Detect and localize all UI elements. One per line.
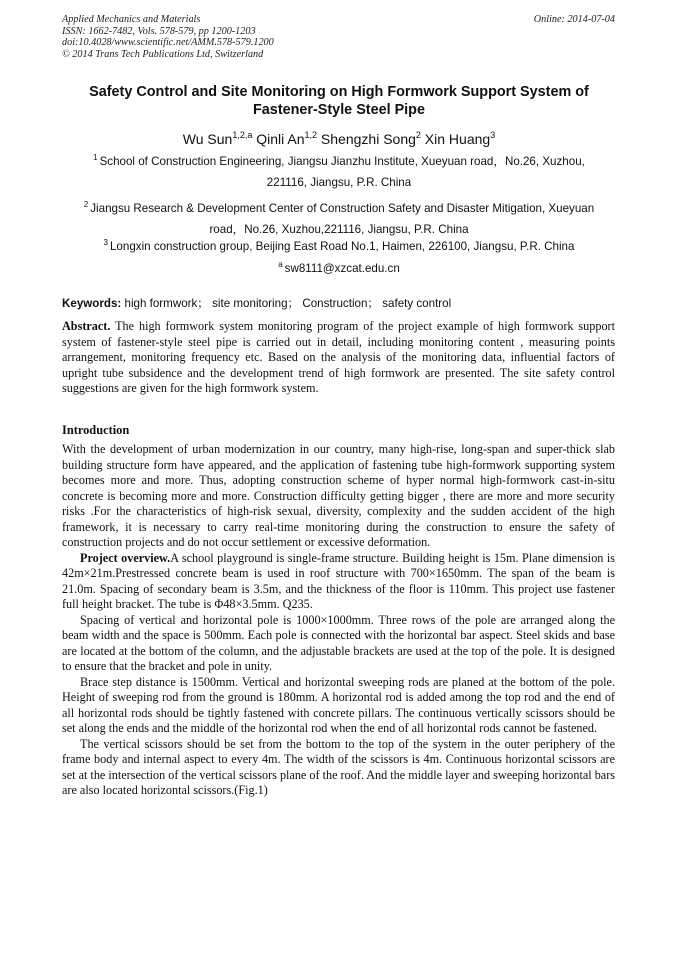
author-name: Xin Huang [424,131,491,147]
affiliation-line: School of Construction Engineering, Jiangsu Jianzhu Institute, Xueyuan road，No.26, Xuzhou, [99,155,585,168]
introduction-body [62,442,615,799]
author-sup: 2 [415,130,421,140]
paragraph: Spacing of vertical and horizontal pole is 1000×1000mm. Three rows of the pole are arranged along the beam width and the space is 500mm. Each pole is connected with the horizontal bar aspect. Steel skids and base are located at the bottom of the column, and the adjustable brackets are used at the top of the pole. It is designed to ensure that the bracket and pole in unity. [62,612,615,673]
abstract [62,319,615,397]
author-sup: 1,2 [304,130,318,140]
affiliation-line: 221116, Jiangsu, P.R. China [266,176,412,189]
paper-title: Safety Control and Site Monitoring on High Formwork Support System of Fastener-Style Steel Pipe [89,84,589,118]
abstract-label: Abstract. [62,319,111,333]
author-name: Wu Sun [182,131,233,147]
paragraph: Brace step distance is 1500mm. Vertical and horizontal sweeping rods are planed at the bottom of the pole. Height of sweeping rod from the ground is 180mm. A horizontal rod is added among the top rod and the end of all horizontal rods should be tightly fastened with concrete pillars. The continuous vertically scissors should be set along the ends and the middle of the horizontal rod when the end of all horizontal rods cannot be fastened. [62,674,615,735]
journal-header [62,14,615,60]
keywords-text: high formwork； site monitoring； Construction； safety control [121,297,452,310]
affiliation-2 [60,198,618,240]
affiliation-sup: a [278,260,283,269]
affiliation-sup: 1 [93,153,98,162]
email-address: sw8111@xzcat.edu.cn [284,262,400,275]
paragraph: The vertical scissors should be set from the bottom to the top of the system in the outer periphery of the frame body and internal aspect to every 4m. The width of the scissors is 4m. Continuous horizontal scissors are set at the intersection of the vertical scissors plane of the roof. And the middle layer and sweeping horizontal bars are also located horizontal scissors.(Fig.1) [62,736,616,797]
author-list [55,130,623,148]
issn-line: ISSN: 1662-7482, Vols. 578-579, pp 1200-1203 [62,25,256,37]
affiliation-1 [60,151,618,193]
abstract-text: The high formwork system monitoring program of the project example of high formwork support system of fastener-style steel pipe is carried out in detail, including monitoring content , measuring points arrangement, monitoring frequency etc. Based on the analysis of the monitoring data, influential factors of upright tube subsidence and the development trend of high formwork are presented. The site safety control suggestions are given for the high formwork system. [62,319,615,395]
paragraph [62,551,615,613]
affiliation-sup: 2 [83,200,89,209]
paragraph-text: A school playground is single-frame structure. Building height is 15m. Plane dimension is 42m×21m.Prestressed concrete beam is used in roof structure with 700×1650mm. The span of the beam is 21.0m. Spacing of secondary beam is 3.5m, and the thickness of the floor is 110mm. This project use fastener full height bracket. The tube is Φ48×3.5mm. Q235. [62,550,616,611]
affiliation-line: Jiangsu Research & Development Center of Construction Safety and Disaster Mitigation, Xueyuan [90,202,595,215]
keywords [62,296,618,312]
paragraph: With the development of urban modernization in our country, many high-rise, long-span and super-thick slab building structure form have appeared, and the application of fastening tube high-formwork supporting system becomes more and more. Thus, adopting construction scheme of hyper normal high-formwork cast-in-situ concrete is becoming more and more. Construction difficulty getting bigger , there are more and more security risks .For the characteristics of high-risk sexual, diversity, complexity and the sudden accident of the high framework, it is necessary to carry real-time monitoring during the construction to ensure the safety of construction projects and do not occur settlement or excessive deformation. [62,442,615,549]
affiliation-line: road，No.26, Xuzhou,221116, Jiangsu, P.R. China [209,223,469,236]
paragraph-label: Project overview. [80,550,171,565]
affiliation-3 [60,236,618,257]
keywords-label: Keywords: [62,297,122,310]
affiliation-sup: 3 [103,238,108,247]
journal-name: Applied Mechanics and Materials [62,14,201,25]
affiliation-line: Longxin construction group, Beijing East Road No.1, Haimen, 226100, Jiangsu, P.R. China [109,240,575,253]
contact-email [60,258,618,279]
section-heading: Introduction [62,423,130,437]
author-name: Shengzhi Song [320,131,416,147]
author-sup: 3 [490,130,496,140]
doi-line: doi:10.4028/www.scientific.net/AMM.578-579.1200 [62,37,274,49]
author-sup: 1,2,a [232,130,253,140]
copyright-line: © 2014 Trans Tech Publications Ltd, Switzerland [62,48,264,60]
online-date: Online: 2014-07-04 [533,14,615,25]
author-name: Qinli An [256,131,305,147]
